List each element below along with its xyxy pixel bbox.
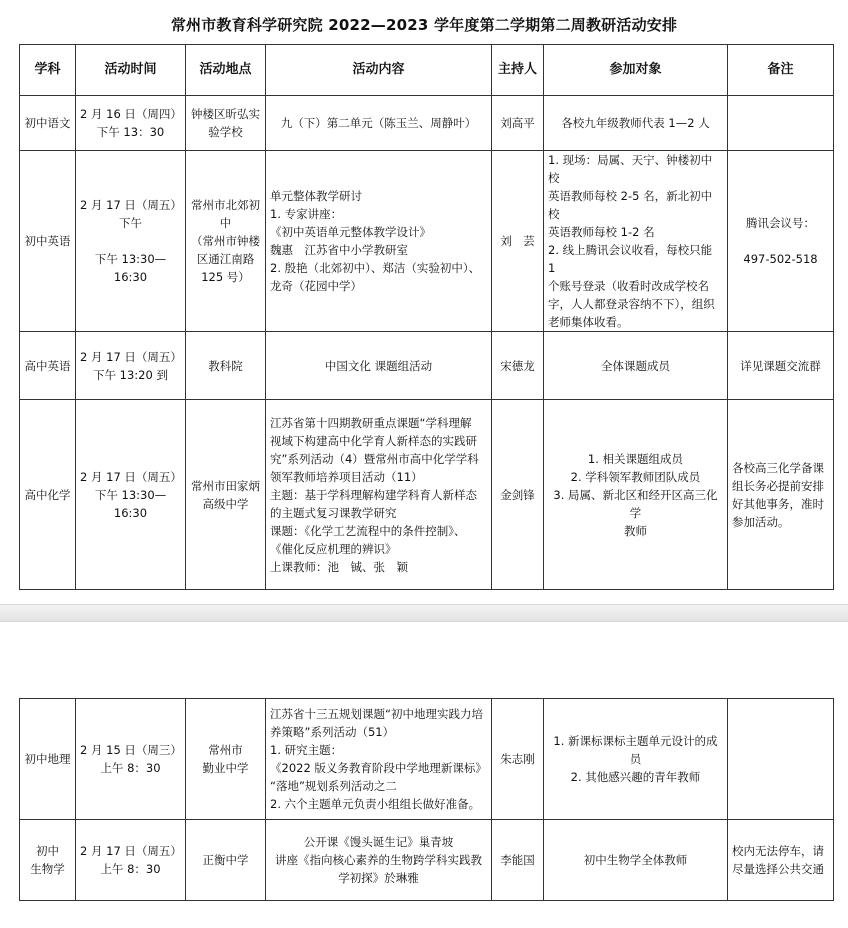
cell-note-line: 组长务必提前安排: [732, 478, 824, 493]
cell-time-line: 2 月 17 日（周五）: [80, 349, 182, 364]
cell-time-line: 下午 13:20 到: [93, 367, 168, 382]
cell-participants-line: 1. 新课标课标主题单元设计的成: [553, 734, 718, 748]
cell-host: [492, 151, 544, 332]
table-row: [20, 400, 834, 590]
table-row: [20, 699, 834, 820]
cell-participants: [544, 699, 728, 820]
header-content: 活动内容: [266, 45, 492, 96]
cell-place-line: 高级中学: [202, 496, 249, 511]
cell-subject-line: 高中化学: [24, 487, 71, 502]
cell-participants-line: 3. 局属、新北区和经开区高三化学: [553, 487, 718, 520]
cell-participants-line: 初中生物学全体教师: [583, 853, 688, 867]
cell-note-line: 腾讯会议号：: [746, 216, 815, 230]
schedule-table: [19, 44, 834, 590]
cell-time-line: 2 月 17 日（周五）: [80, 198, 182, 212]
cell-place-line: 教科院: [208, 358, 243, 373]
cell-content-line: 1. 研究主题：: [270, 743, 343, 757]
cell-content-line: 中国文化 课题组活动: [324, 358, 433, 373]
cell-content: [266, 332, 492, 400]
cell-participants-line: 英语教师每校 2-5 名，新北初中校: [548, 189, 713, 221]
cell-host-line: 刘 芸: [500, 234, 535, 248]
cell-content-line: 学初探》於琳雅: [338, 871, 419, 885]
cell-content-line: 养策略”系列活动（51）: [270, 725, 395, 739]
cell-note-line: 参加活动。: [732, 514, 790, 529]
cell-content-line: 《2022 版义务教育阶段中学地理新课标》: [270, 761, 487, 775]
cell-content-line: “落地”规划系列活动之二: [270, 779, 397, 793]
cell-subject-line: 初中地理: [24, 752, 71, 766]
cell-content: [266, 699, 492, 820]
cell-time: [76, 332, 186, 400]
cell-subject-line: 初中英语: [24, 234, 71, 248]
cell-participants: [544, 820, 728, 901]
cell-content: [266, 400, 492, 590]
cell-participants-line: 全体课题成员: [601, 358, 670, 373]
cell-note: [728, 151, 834, 332]
cell-content-line: 视域下构建高中化学育人新样态的实践研: [270, 433, 477, 448]
cell-time-line: 上午 8：30: [100, 862, 161, 876]
cell-time-line: 下午 13:30—16:30: [94, 252, 167, 284]
cell-host-line: 金剑锋: [500, 487, 535, 502]
cell-subject: [20, 332, 76, 400]
cell-participants: [544, 400, 728, 590]
cell-content-line: 龙奇（花园中学）: [270, 279, 362, 293]
cell-content-line: 课题：《化学工艺流程中的条件控制》、: [270, 523, 466, 538]
cell-host-line: 刘高平: [500, 116, 535, 130]
cell-note: [728, 699, 834, 820]
cell-note: [728, 400, 834, 590]
cell-note-line: 好其他事务，准时: [732, 496, 824, 511]
cell-time-line: 下午: [119, 216, 142, 230]
cell-place-line: 验学校: [208, 125, 243, 139]
cell-content-line: 江苏省十三五规划课题“初中地理实践力培: [270, 707, 483, 721]
cell-subject-line: 初中语文: [24, 116, 71, 130]
table-row: [20, 332, 834, 400]
cell-participants-line: 个账号登录（收看时改成学校名: [548, 279, 709, 293]
cell-time: [76, 96, 186, 151]
cell-participants-line: 字，人人都登录容纳不下），组织: [548, 297, 715, 311]
table-row: [20, 820, 834, 901]
cell-content-line: 讲座《指向核心素养的生物跨学科实践教: [275, 853, 482, 867]
header-place: 活动地点: [186, 45, 266, 96]
cell-time: [76, 820, 186, 901]
cell-place-line: 中: [219, 216, 232, 230]
cell-participants-line: 2. 学科领军教师团队成员: [570, 469, 701, 484]
cell-note-line: 尽量选择公共交通: [732, 862, 824, 876]
cell-content-line: 《催化反应机理的辨识》: [270, 541, 397, 556]
cell-host: [492, 96, 544, 151]
cell-place-line: 125 号）: [201, 270, 250, 284]
cell-place-line: （常州市钟楼: [191, 234, 260, 248]
cell-participants-line: 员: [629, 752, 642, 766]
header-note: 备注: [728, 45, 834, 96]
cell-host: [492, 400, 544, 590]
cell-participants: [544, 332, 728, 400]
cell-content-line: 主题：基于学科理解构建学科育人新样态: [270, 487, 477, 502]
cell-note: [728, 332, 834, 400]
cell-place: [186, 820, 266, 901]
cell-subject: [20, 151, 76, 332]
cell-participants: [544, 151, 728, 332]
cell-content-line: 上课教师：池 铖、张 颖: [270, 559, 408, 574]
header-time: 活动时间: [76, 45, 186, 96]
cell-content-line: 2. 殷艳（北郊初中）、郑洁（实验初中）、: [270, 261, 481, 275]
cell-participants-line: 各校九年级教师代表 1—2 人: [561, 116, 710, 130]
cell-time: [76, 699, 186, 820]
cell-note-line: 497-502-518: [743, 252, 818, 266]
table-row: [20, 96, 834, 151]
cell-content-line: 究”系列活动（4）暨常州市高中化学学科: [270, 451, 479, 466]
cell-subject-line: 初中: [36, 844, 59, 858]
cell-participants-line: 老师集体收看。: [548, 315, 629, 329]
cell-time-line: 下午 13:30—16:30: [94, 487, 167, 520]
cell-time-line: 2 月 15 日（周三）: [80, 743, 182, 757]
cell-subject-line: 生物学: [30, 862, 65, 876]
cell-time-line: 上午 8：30: [100, 761, 161, 775]
cell-place-line: 勤业中学: [202, 761, 249, 775]
cell-host: [492, 332, 544, 400]
cell-host: [492, 699, 544, 820]
cell-participants-line: 1. 现场：局属、天宁、钟楼初中校: [548, 153, 713, 185]
page-title: 常州市教育科学研究院 2022—2023 学年度第二学期第二周教研活动安排: [170, 16, 678, 34]
page-break: [0, 604, 848, 622]
cell-time: [76, 151, 186, 332]
cell-note-line: 详见课题交流群: [740, 358, 821, 373]
cell-host-line: 宋德龙: [500, 358, 535, 373]
header-host: 主持人: [492, 45, 544, 96]
cell-note: [728, 820, 834, 901]
cell-time-line: 2 月 17 日（周五）: [80, 469, 182, 484]
table-row: [20, 151, 834, 332]
cell-participants-line: 1. 相关课题组成员: [587, 451, 684, 466]
cell-content-line: 九（下）第二单元（陈玉兰、周静叶）: [280, 116, 477, 130]
cell-note-line: 各校高三化学备课: [732, 460, 824, 475]
cell-content-line: 《初中英语单元整体教学设计》: [270, 225, 431, 239]
cell-place-line: 区通江南路: [196, 252, 255, 266]
cell-content: [266, 151, 492, 332]
cell-place-line: 常州市田家炳: [191, 478, 260, 493]
cell-content-line: 魏惠 江苏省中小学教研室: [270, 243, 408, 257]
cell-time-line: 下午 13：30: [96, 125, 165, 139]
cell-place: [186, 151, 266, 332]
cell-subject: [20, 400, 76, 590]
cell-subject: [20, 820, 76, 901]
cell-participants-line: 2. 其他感兴趣的青年教师: [570, 770, 701, 784]
cell-place-line: 钟楼区昕弘实: [191, 107, 260, 121]
cell-place: [186, 96, 266, 151]
cell-time-line: 2 月 17 日（周五）: [80, 844, 182, 858]
cell-participants-line: 2. 线上腾讯会议收看，每校只能 1: [548, 243, 713, 275]
cell-place-line: 常州市: [208, 743, 243, 757]
cell-note-line: 校内无法停车，请: [732, 844, 824, 858]
cell-time-line: 2 月 16 日（周四）: [80, 107, 182, 121]
cell-content-line: 1. 专家讲座：: [270, 207, 343, 221]
cell-host: [492, 820, 544, 901]
cell-place: [186, 332, 266, 400]
cell-note-line: [732, 232, 829, 250]
cell-host-line: 朱志刚: [500, 752, 535, 766]
cell-note: [728, 96, 834, 151]
cell-time: [76, 400, 186, 590]
table-header-row: [20, 45, 834, 96]
cell-content: [266, 96, 492, 151]
cell-place-line: 正衡中学: [202, 853, 249, 867]
cell-content-line: 单元整体教学研讨: [270, 189, 362, 203]
header-participants: 参加对象: [544, 45, 728, 96]
cell-content-line: 领军教师培养项目活动（11）: [270, 469, 423, 484]
cell-place: [186, 400, 266, 590]
cell-content-line: 的主题式复习课教学研究: [270, 505, 397, 520]
cell-participants-line: 英语教师每校 1-2 名: [548, 225, 655, 239]
cell-content-line: 江苏省第十四期教研重点课题“学科理解: [270, 415, 472, 430]
cell-content-line: 公开课《馒头诞生记》巢青坡: [303, 835, 454, 849]
cell-place: [186, 699, 266, 820]
schedule-table-continued: [19, 698, 834, 901]
cell-subject: [20, 96, 76, 151]
cell-content-line: 2. 六个主题单元负责小组组长做好准备。: [270, 797, 481, 811]
cell-subject-line: 高中英语: [24, 358, 71, 373]
cell-subject: [20, 699, 76, 820]
cell-time-line: [80, 232, 181, 250]
cell-participants-line: 教师: [624, 523, 647, 538]
cell-content: [266, 820, 492, 901]
cell-host-line: 李能国: [500, 853, 535, 867]
cell-participants: [544, 96, 728, 151]
cell-place-line: 常州市北郊初: [191, 198, 260, 212]
header-subject: 学科: [20, 45, 76, 96]
